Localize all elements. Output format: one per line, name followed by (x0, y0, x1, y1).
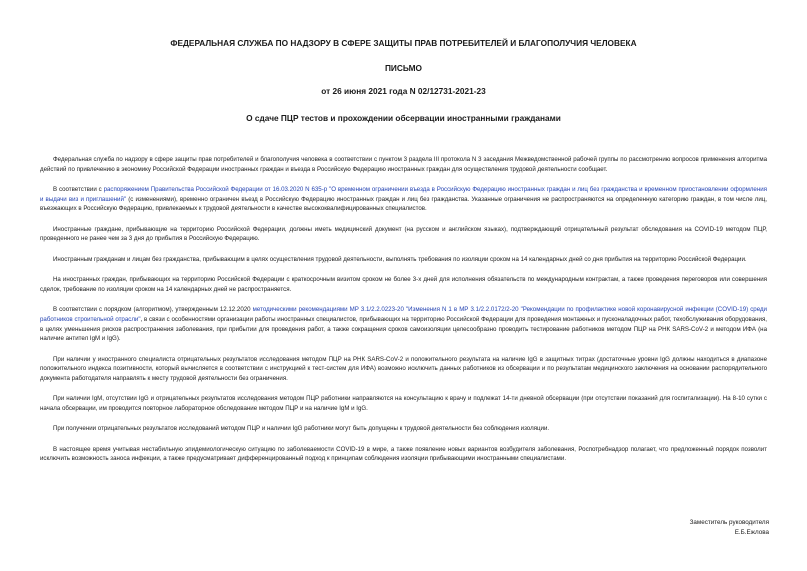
signature-block (690, 518, 769, 537)
methodical-recommendations-link[interactable]: методическими рекомендациями МР 3.1/2.2.0223-20 (252, 306, 404, 314)
document-date-number: от 26 июня 2021 года N 02/12731-2021-23 (321, 86, 486, 96)
signatory-position: Заместитель руководителя (689, 519, 769, 526)
paragraph-3: Иностранные граждане, прибывающие на территорию Российской Федерации, должны иметь медицинский документ (на русском и английском языках), подтверждающий отрицательный результат обследования на COVID-19 методом ПЦР, проведенного не ранее чем за 3 дня до прибытия в Российскую Федерацию. (40, 225, 767, 243)
amendments-recommendations-link[interactable]: "Изменения N 1 в МР 3.1/2.2.0172/2-20 "Рекомендации по профилактике новой коронавирусной инфекции (COVID-19) среди работников строительной отрасли" (40, 306, 767, 323)
paragraph-10: В настоящее время учитывая нестабильную эпидемиологическую ситуацию по заболеваемости COVID-19 в мире, а также появление новых вариантов возбудителя заболевания, Роспотребнадзор полагает, что предложенный порядок позволит исключить возможность заноса инфекции, а также предусматривает дифференцированный подход к принципам соблюдения изоляции прибывающими иностранными специалистами. (40, 445, 767, 463)
signatory-name: Е.Б.Ежлова (734, 528, 769, 536)
paragraph-9: При получении отрицательных результатов исследований методом ПЦР и наличии IgG работники могут быть допущены к трудовой деятельности без соблюдения изоляции. (53, 425, 550, 433)
paragraph-2 (40, 185, 767, 214)
paragraph-2-text-a: В соответствии с (53, 186, 104, 194)
government-order-link[interactable]: распоряжением Правительства Российской Федерации от 16.03.2020 N 635-р "О временном ограничении въезда в Российскую Федерацию иностранных граждан и лиц без гражданства и временном приостановлении оформления и выдачи виз и приглашений" (40, 186, 767, 203)
paragraph-7: При наличии у иностранного специалиста отрицательных результатов исследования методом ПЦР на РНК SARS-CoV-2 и положительного результата на наличие IgG в защитных титрах (достаточные уровни IgG должны находиться в диапазоне положительного индекса позитивности, который вычисляется в соответствии с инструкцией к тест-систем для ИФА) возможно исключить данных работников из обсервации и по результатам медицинского заключения на основании распорядительного документа работодателя направлять к месту трудовой деятельности без ограничения. (40, 355, 767, 382)
agency-heading: ФЕДЕРАЛЬНАЯ СЛУЖБА ПО НАДЗОРУ В СФЕРЕ ЗАЩИТЫ ПРАВ ПОТРЕБИТЕЛЕЙ И БЛАГОПОЛУЧИЯ ЧЕЛОВЕКА (170, 38, 637, 48)
document-type: ПИСЬМО (384, 63, 423, 73)
document-body (40, 155, 767, 464)
paragraph-2-text-b: (с изменениями), временно ограничен въезд в Российскую Федерацию иностранных граждан и лиц без гражданства. Указанные ограничения не распространяются на определенную категорию граждан, в том числе лиц, въезжающих в Российскую Федерацию, привлекаемых к трудовой деятельности в качестве высококвалифицированных специалистов. (40, 195, 767, 213)
paragraph-5: На иностранных граждан, прибывающих на территорию Российской Федерации с краткосрочным визитом сроком не более 3-х дней для исполнения обязательств по международным контрактам, а также проведения переговоров или совершения сделок, требование по изоляции сроком на 14 календарных дней не распространяется. (40, 276, 767, 293)
paragraph-1: Федеральная служба по надзору в сфере защиты прав потребителей и благополучия человека в соответствии с пунктом 3 раздела III протокола N 3 заседания Межведомственной рабочей группы по рассмотрению вопросов применения алгоритма действий по привлечению в экономику Российской Федерации иностранных граждан и въезда в Российскую Федерацию иностранных граждан для осуществления трудовой деятельности сообщает. (40, 156, 767, 173)
paragraph-6 (40, 305, 767, 343)
paragraph-8: При наличии IgM, отсутствии IgG и отрицательных результатов исследования методом ПЦР работники направляются на консультацию к врачу и подлежат 14-ти дневной обсервации (при отсутствии показаний для госпитализации). На 8-10 сутки с начала обсервации, им проводится повторное лабораторное обследование методом ПЦР и на наличие IgM и IgG. (40, 395, 767, 412)
document-subject: О сдаче ПЦР тестов и прохождении обсервации иностранными гражданами (246, 113, 561, 123)
paragraph-6-text-a: В соответствии с порядком (алгоритмом), утвержденным 12.12.2020 (53, 306, 253, 314)
paragraph-6-text-b: , в связи с особенностями организации работы иностранных специалистов, прибывающих на территорию Российской Федерации для проведения монтажных и пусконаладочных работ, техобслуживания оборудования, в целях уменьшения рисков распространения заболевания, при прибытии для проведения работ, а также сокращения сроков самоизоляции целесообразно проводить тестирование работников методом ПЦР на РНК SARS-CoV-2 и методом ИФА (на наличие антител IgM и IgG). (40, 315, 767, 343)
paragraph-4: Иностранным гражданам и лицам без гражданства, прибывающим в целях осуществления трудовой деятельности, выполнять требования по изоляции сроком на 14 календарных дней со дня прибытия на территорию Российской Федерации. (53, 255, 747, 263)
